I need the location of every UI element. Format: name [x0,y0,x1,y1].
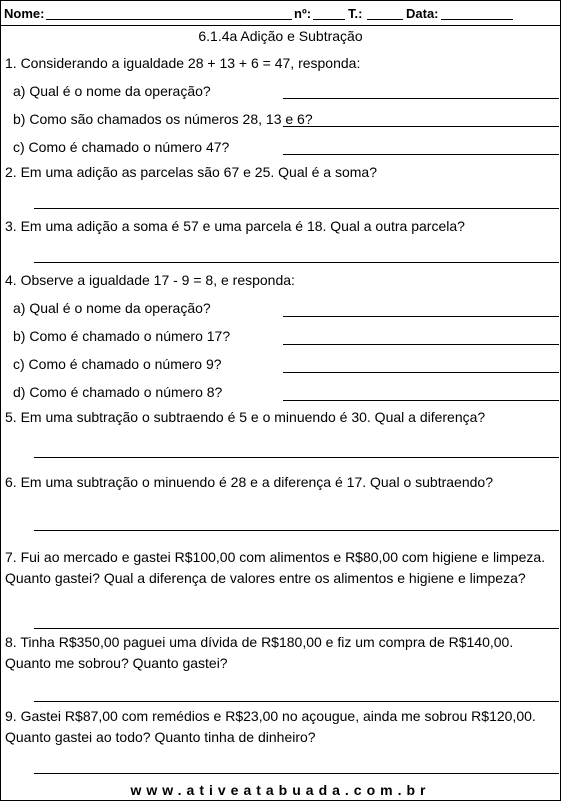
name-label: Nome: [4,6,45,21]
question-7-line-2: Quanto gastei? Qual a diferença de valores entre os alimentos e higiene e limpeza? [5,570,526,586]
answer-line-4c[interactable] [283,372,559,373]
date-field[interactable] [441,19,513,20]
question-5: 5. Em uma subtração o subtraendo é 5 e o minuendo é 30. Qual a diferença? [5,409,486,425]
answer-line-4d[interactable] [283,400,559,401]
answer-line-2[interactable] [34,208,559,209]
answer-line-4a[interactable] [283,316,559,317]
number-field[interactable] [313,19,345,20]
answer-line-7[interactable] [34,628,559,629]
question-7-line-1: 7. Fui ao mercado e gastei R$100,00 com alimentos e R$80,00 com higiene e limpeza. [5,549,546,565]
worksheet-title: 6.1.4a Adição e Subtração [198,28,363,44]
question-4c: c) Como é chamado o número 9? [13,356,222,372]
question-1: 1. Considerando a igualdade 28 + 13 + 6 = 47, responda: [5,55,361,71]
question-4a: a) Qual é o nome da operação? [13,300,211,316]
answer-line-5[interactable] [34,457,559,458]
answer-line-1a[interactable] [283,98,559,99]
answer-line-1b[interactable] [283,126,559,127]
answer-line-4b[interactable] [283,344,559,345]
question-9-line-2: Quanto gastei ao todo? Quanto tinha de dinheiro? [5,729,316,745]
question-1b: b) Como são chamados os números 28, 13 e 6? [13,111,313,127]
student-header [0,0,561,26]
answer-line-3[interactable] [34,262,559,263]
answer-line-1c[interactable] [283,154,559,155]
question-8-line-1: 8. Tinha R$350,00 paguei uma dívida de R$180,00 e fiz um compra de R$140,00. [5,634,514,650]
website-footer: www.ativeatabuada.com.br [130,782,431,798]
number-label: nº: [294,6,312,21]
question-2: 2. Em uma adição as parcelas são 67 e 25. Qual é a soma? [5,164,377,180]
class-label: T.: [348,6,363,21]
question-6: 6. Em uma subtração o minuendo é 28 e a diferença é 17. Qual o subtraendo? [5,474,493,490]
class-field[interactable] [367,19,403,20]
question-9-line-1: 9. Gastei R$87,00 com remédios e R$23,00 no açougue, ainda me sobrou R$120,00. [5,708,536,724]
name-field[interactable] [46,19,292,20]
question-4: 4. Observe a igualdade 17 - 9 = 8, e responda: [5,272,295,288]
question-4b: b) Como é chamado o número 17? [13,328,231,344]
question-1a: a) Qual é o nome da operação? [13,83,211,99]
question-3: 3. Em uma adição a soma é 57 e uma parcela é 18. Qual a outra parcela? [5,218,465,234]
question-1c: c) Como é chamado o número 47? [13,139,230,155]
date-label: Data: [406,6,439,21]
question-8-line-2: Quanto me sobrou? Quanto gastei? [5,655,228,671]
answer-line-9[interactable] [34,773,559,774]
answer-line-6[interactable] [34,530,559,531]
question-4d: d) Como é chamado o número 8? [13,384,223,400]
answer-line-8[interactable] [34,701,559,702]
